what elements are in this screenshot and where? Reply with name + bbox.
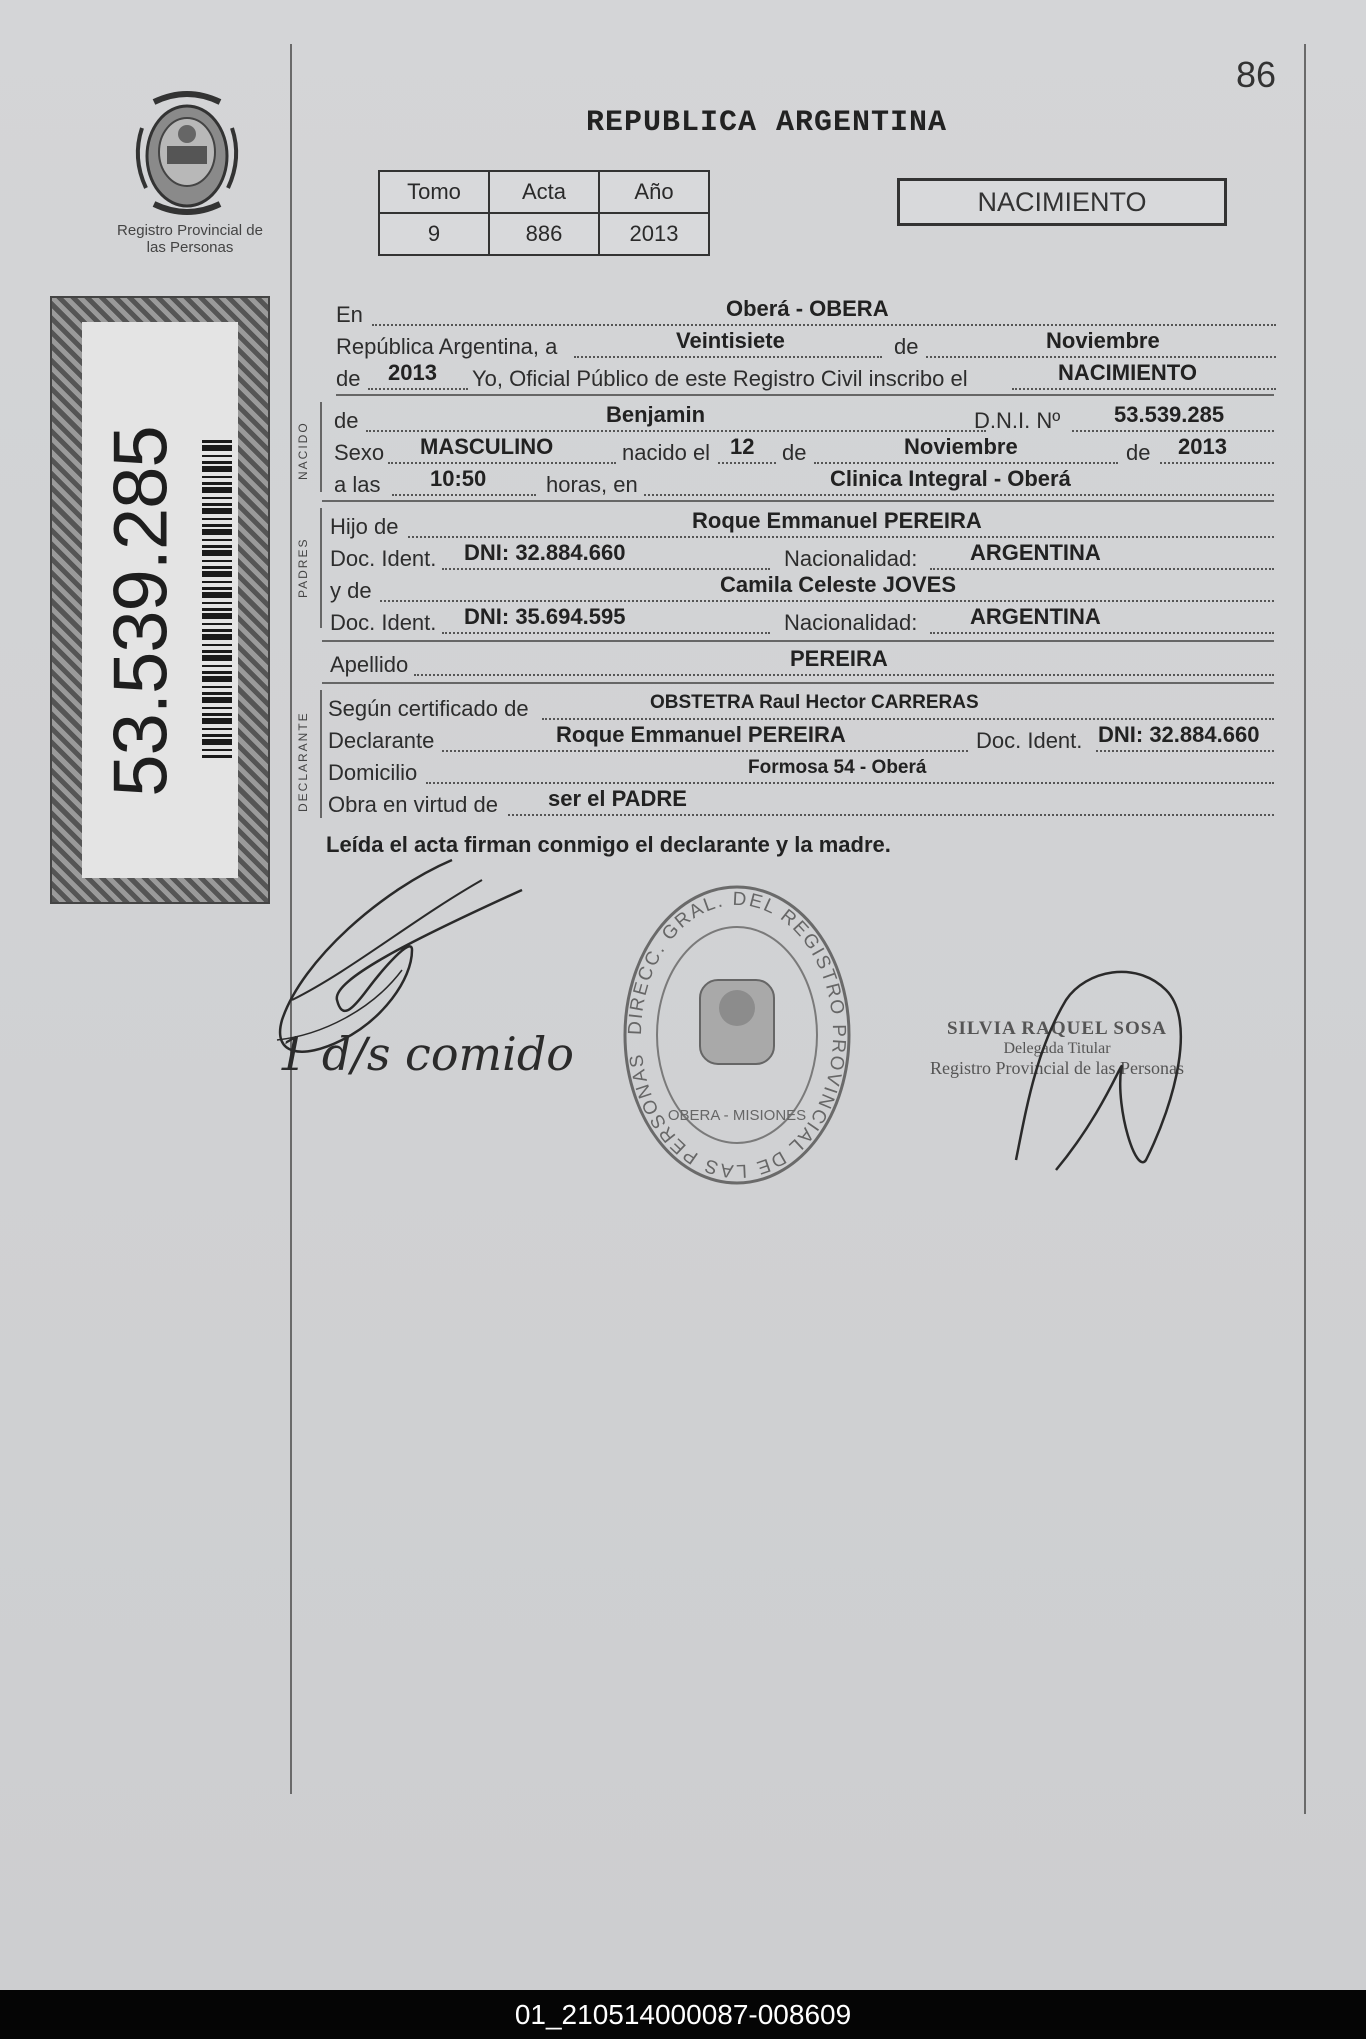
de-label-5: de [1126,440,1151,465]
handwritten-note-icon [270,990,574,1110]
dotted-line [372,324,1276,326]
dotted-line [368,388,468,390]
dotted-line [366,430,986,432]
madre-nac-value: ARGENTINA [970,604,1101,629]
dotted-line [426,782,1274,784]
de-label-3: de [334,408,359,433]
barcode-inner [82,322,238,878]
obra-value: ser el PADRE [548,786,687,811]
closing-statement: Leída el acta firman conmigo el declarante y la madre. [326,832,891,857]
en-label: En [336,302,363,327]
dotted-line [1072,430,1274,432]
domicilio-value: Formosa 54 - Oberá [748,757,927,778]
document-title: REPUBLICA ARGENTINA [586,106,948,140]
dni-label: D.N.I. Nº [974,408,1061,433]
apellido-value: PEREIRA [790,646,888,671]
dotted-line [442,632,770,634]
acta-header: Acta [489,171,599,213]
obra-label: Obra en virtud de [328,792,498,817]
right-margin-line [1304,44,1306,1814]
row-madre [330,572,1274,604]
row-certificado [328,694,1274,722]
domicilio-label: Domicilio [328,760,418,785]
padre-doc-value: DNI: 32.884.660 [464,540,626,565]
month-value: Noviembre [1046,328,1160,353]
a-las-label: a las [334,472,381,497]
anio-header: Año [599,171,709,213]
tomo-header: Tomo [379,171,489,213]
de-label: de [894,334,919,359]
sexo-label: Sexo [334,440,385,465]
row-madre-doc [330,604,1274,636]
de-label-4: de [782,440,807,465]
nacionalidad-label-2: Nacionalidad: [784,610,918,635]
de-label-2: de [336,366,361,391]
padres-bracket [320,508,322,628]
registry-label: Registro Provincial de las Personas [117,222,263,256]
anio-value: 2013 [599,213,709,255]
row-obra [328,786,1274,818]
section-divider [322,682,1274,684]
row-declarante [328,722,1274,754]
y-de-label: y de [330,578,372,603]
dotted-line [442,750,968,752]
dotted-line [442,568,770,570]
declarante-value: Roque Emmanuel PEREIRA [556,722,846,747]
barcode-number: 53.539.285 [98,426,184,797]
birth-year-value: 2013 [1178,434,1227,459]
apellido-label: Apellido [330,652,409,677]
padres-section-label: PADRES [296,537,310,598]
declarante-bracket [320,690,322,818]
acta-value: 886 [489,213,599,255]
day-words-value: Veintisiete [676,328,785,353]
republica-label: República Argentina, a [336,334,558,359]
official-role: Delegada Titular [1003,1040,1111,1057]
dotted-line [814,462,1118,464]
row-republica [336,328,1276,360]
madre-value: Camila Celeste JOVES [720,572,957,597]
birth-day-value: 12 [730,434,755,459]
section-divider [322,640,1274,642]
dotted-line [574,356,882,358]
nombre-value: Benjamin [606,402,706,427]
dotted-line [930,568,1274,570]
declarante-section-label: DECLARANTE [296,711,310,812]
certificado-value: OBSTETRA Raul Hector CARRERAS [650,692,979,713]
dotted-line [414,674,1274,676]
declarante-label: Declarante [328,728,435,753]
row-en [336,296,1276,328]
nacido-bracket [320,402,322,492]
section-divider [322,500,1274,502]
dotted-line [644,494,1274,496]
official-office: Registro Provincial de las Personas [930,1058,1184,1078]
dotted-line [926,356,1276,358]
seal-text: DIRECC. GRAL. DEL REGISTRO PROVINCIAL DE LAS PERSONAS [624,888,850,1182]
dotted-line [508,814,1274,816]
nacionalidad-label: Nacionalidad: [784,546,918,571]
record-type-box: NACIMIENTO [897,178,1227,226]
dotted-line [408,536,1274,538]
horas-label: horas, en [546,472,638,497]
oficial-text: Yo, Oficial Público de este Registro Civil inscribo el [472,366,968,391]
sexo-value: MASCULINO [420,434,554,459]
page-number: 86 [1236,54,1277,95]
row-nombre [334,402,1274,434]
padre-value: Roque Emmanuel PEREIRA [692,508,982,533]
declarante-doc-value: DNI: 32.884.660 [1098,722,1260,747]
doc-label: Doc. Ident. [330,546,437,571]
row-padre-doc [330,540,1274,572]
year-value: 2013 [388,360,437,385]
dotted-line [1160,462,1274,464]
handwritten-note: 1 d/s comido [278,1027,574,1081]
hora-value: 10:50 [430,466,487,491]
doc-label-3: Doc. Ident. [976,728,1083,753]
dotted-line [392,494,536,496]
madre-doc-value: DNI: 35.694.595 [464,604,626,629]
seal-inner-text: OBERA - MISIONES [667,1107,807,1124]
official-seal-icon [612,880,862,1190]
row-domicilio [328,758,1274,786]
row-hora [334,466,1274,498]
row-oficial [336,360,1276,392]
section-divider [336,394,1274,396]
certificado-label: Según certificado de [328,696,529,721]
nacido-section-label: NACIDO [296,421,310,480]
barcode-panel [50,296,270,904]
row-sexo [334,434,1274,466]
birth-month-value: Noviembre [904,434,1018,459]
tomo-value: 9 [379,213,489,255]
inscribo-value: NACIMIENTO [1058,360,1197,385]
official-name: SILVIA RAQUEL SOSA [946,1018,1168,1039]
official-signature-icon [996,960,1196,1180]
doc-label-2: Doc. Ident. [330,610,437,635]
dotted-line [930,632,1274,634]
dotted-line [718,462,776,464]
lugar-value: Clinica Integral - Oberá [830,466,1071,491]
row-padre [330,508,1274,540]
dotted-line [1012,388,1276,390]
row-apellido [330,646,1274,678]
nacido-label: nacido el [622,440,711,465]
file-id-footer: 01_210514000087-008609 [0,1990,1366,2039]
dotted-line [380,600,1274,602]
dotted-line [388,462,616,464]
dni-value: 53.539.285 [1114,402,1225,427]
hijo-label: Hijo de [330,514,399,539]
dotted-line [1096,750,1274,752]
dotted-line [542,718,1274,720]
padre-nac-value: ARGENTINA [970,540,1101,565]
province-coat-of-arms-icon [132,88,242,218]
record-table [378,170,710,256]
barcode-icon [202,440,232,760]
en-value: Oberá - OBERA [726,296,889,321]
